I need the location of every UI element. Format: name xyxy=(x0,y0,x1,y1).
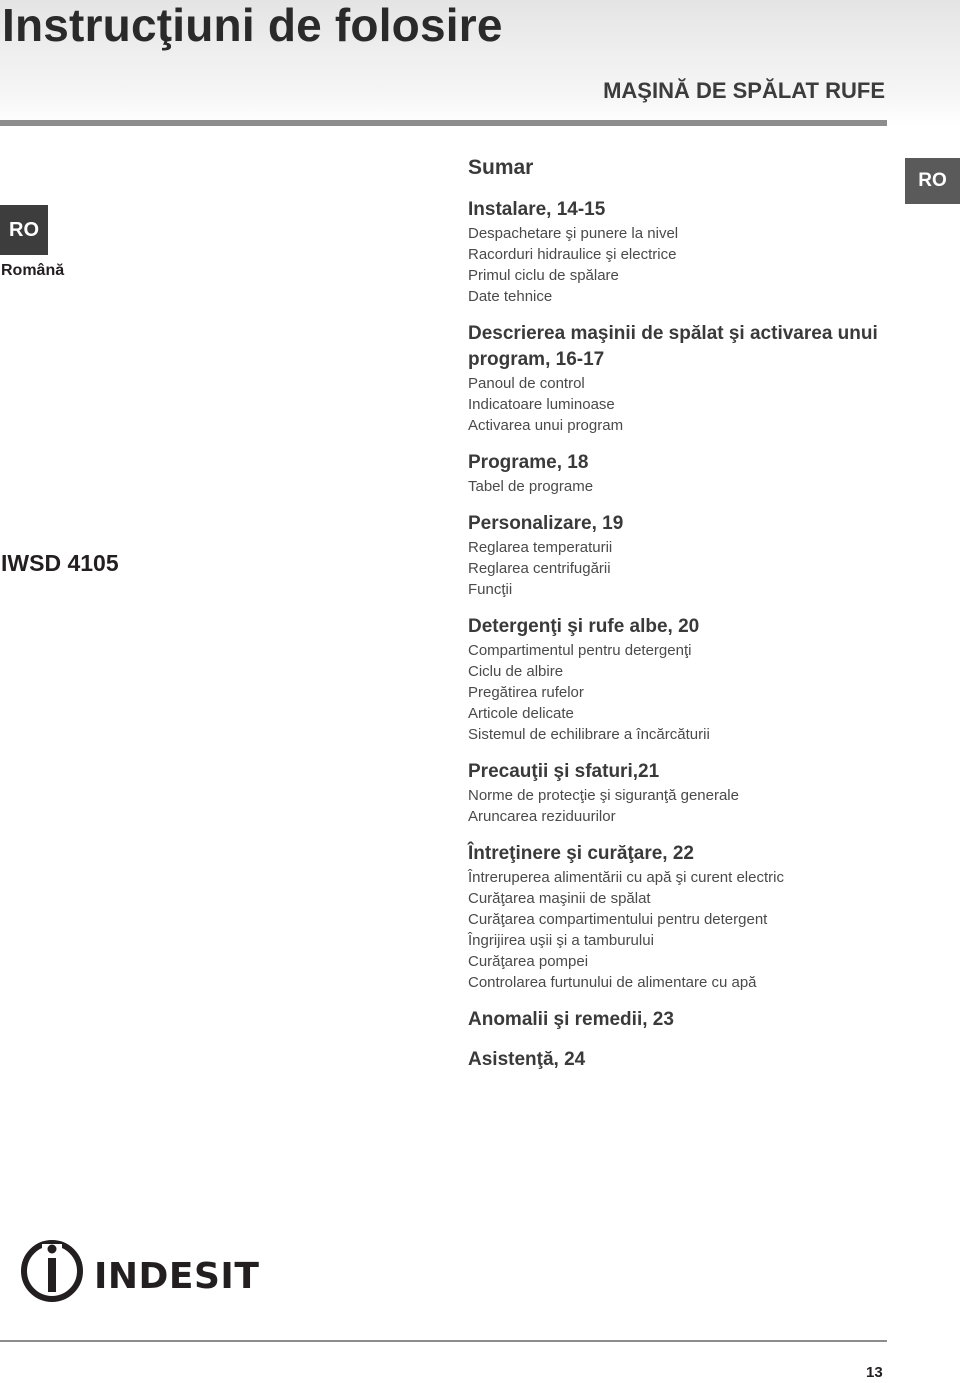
toc-item: Racorduri hidraulice şi electrice xyxy=(468,246,677,263)
toc-section-description xyxy=(468,321,888,436)
toc-item: Activarea unui program xyxy=(468,417,624,434)
toc-heading: Sumar xyxy=(468,156,534,179)
toc-section-title: Instalare, 14-15 xyxy=(468,199,606,220)
toc-section-detergents xyxy=(468,614,888,745)
product-type: MAŞINĂ DE SPĂLAT RUFE xyxy=(603,78,885,103)
toc-item: Reglarea temperaturii xyxy=(468,539,613,556)
toc-section-programs xyxy=(468,450,888,497)
toc-section-title: Personalizare, 19 xyxy=(468,513,624,534)
indesit-logo xyxy=(20,1238,270,1308)
toc-section-title: Detergenţi şi rufe albe, 20 xyxy=(468,616,700,637)
toc-item: Reglarea centrifugării xyxy=(468,560,611,577)
footer-divider xyxy=(0,1340,887,1342)
toc-item: Sistemul de echilibrare a încărcăturii xyxy=(468,726,710,743)
toc-item: Norme de protecţie şi siguranţă generale xyxy=(468,787,739,804)
toc-item: Aruncarea reziduurilor xyxy=(468,808,616,825)
language-badge: RO xyxy=(0,205,48,255)
table-of-contents xyxy=(468,155,888,1087)
toc-item: Articole delicate xyxy=(468,705,574,722)
toc-section-title: Precauţii şi sfaturi,21 xyxy=(468,761,660,782)
toc-item: Despachetare şi punere la nivel xyxy=(468,225,679,242)
toc-item: Întreruperea alimentării cu apă şi curent electric xyxy=(468,869,784,886)
toc-item: Panoul de control xyxy=(468,375,585,392)
toc-section-installation xyxy=(468,197,888,307)
toc-item: Controlarea furtunului de alimentare cu apă xyxy=(468,974,757,991)
toc-item: Curăţarea maşinii de spălat xyxy=(468,890,651,907)
toc-item: Primul ciclu de spălare xyxy=(468,267,619,284)
header-divider xyxy=(0,120,887,126)
toc-section-title: Programe, 18 xyxy=(468,452,589,473)
toc-section-title: Asistenţă, 24 xyxy=(468,1049,586,1070)
toc-item: Curăţarea compartimentului pentru detergent xyxy=(468,911,768,928)
toc-item: Funcţii xyxy=(468,581,513,598)
toc-item: Îngrijirea uşii şi a tamburului xyxy=(468,932,654,949)
toc-item: Ciclu de albire xyxy=(468,663,564,680)
toc-item: Pregătirea rufelor xyxy=(468,684,584,701)
toc-item: Indicatoare luminoase xyxy=(468,396,615,413)
page-number: 13 xyxy=(866,1364,883,1381)
model-number: IWSD 4105 xyxy=(1,550,119,576)
indesit-logo-icon xyxy=(24,1243,80,1299)
toc-section-title: Întreţinere şi curăţare, 22 xyxy=(468,843,694,864)
toc-section-title: Descrierea maşinii de spălat şi activarea unui program, 16-17 xyxy=(468,323,878,370)
toc-section-precautions xyxy=(468,759,888,827)
toc-item: Tabel de programe xyxy=(468,478,594,495)
toc-section-troubleshooting xyxy=(468,1007,888,1033)
language-side-tab: RO xyxy=(905,158,960,204)
toc-item: Date tehnice xyxy=(468,288,553,305)
toc-section-maintenance xyxy=(468,841,888,993)
document-title: Instrucţiuni de folosire xyxy=(2,0,503,51)
toc-item: Compartimentul pentru detergenţi xyxy=(468,642,692,659)
language-name: Română xyxy=(1,262,65,279)
toc-section-personalization xyxy=(468,511,888,600)
brand-wordmark: INDESIT xyxy=(94,1256,260,1297)
toc-section-assistance xyxy=(468,1047,888,1073)
toc-section-title: Anomalii şi remedii, 23 xyxy=(468,1009,674,1030)
toc-item: Curăţarea pompei xyxy=(468,953,589,970)
